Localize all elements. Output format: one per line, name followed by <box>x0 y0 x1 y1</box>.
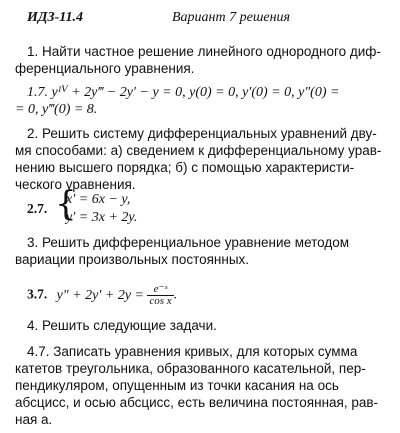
problem-1-equation-line-1: 1.7. yᴵⱽ + 2y‴ − 2y′ − y = 0, y(0) = 0, y′(0) = 0, y″(0) = <box>27 85 340 100</box>
problem-3-fraction <box>147 284 173 307</box>
document-title: ИДЗ-11.4 <box>27 10 83 25</box>
problem-4-subtask-line-1: 4.7. Записать уравнения кривых, для которых сумма <box>27 344 358 359</box>
problem-2-equation-line-1: x′ = 6x − y, <box>66 192 131 207</box>
fraction-denominator: cos x <box>149 295 172 307</box>
problem-2-text-line-4: ческого уравнения. <box>15 177 136 192</box>
problem-2-text-line-3: нению высшего порядка; б) с помощью характеристи- <box>15 160 355 175</box>
problem-4-subtask-line-5: ная a. <box>15 412 53 427</box>
problem-1-text-line-2: ференциального уравнения. <box>15 61 195 76</box>
problem-3-equation-label: 3.7. <box>27 286 48 302</box>
problem-4-text-line-1: 4. Решить следующие задачи. <box>27 318 217 333</box>
problem-4-subtask-line-3: пендикуляром, опущенным из точки касания на ось <box>15 378 339 393</box>
problem-2-text-line-1: 2. Решить систему дифференциальных уравнений дву- <box>27 126 377 141</box>
problem-3-equation-main: y″ + 2y′ + 2y = <box>56 287 145 303</box>
problem-1-text-line-1: 1. Найти частное решение линейного однородного диф- <box>27 44 381 59</box>
variant-label: Вариант 7 решения <box>172 10 291 25</box>
problem-2-equation-line-2: y′ = 3x + 2y. <box>66 210 138 225</box>
problem-3-text-line-2: вариации произвольных постоянных. <box>15 252 250 267</box>
system-brace: { <box>55 184 77 224</box>
problem-3-text-line-1: 3. Решить дифференциальное уравнение методом <box>27 235 350 250</box>
problem-2-equation-label: 2.7. <box>27 201 48 216</box>
problem-2-text-line-2: мя способами: а) сведением к дифференциальному урав- <box>15 143 382 158</box>
problem-3-equation <box>27 284 177 307</box>
problem-1-equation-line-2: = 0, y‴(0) = 8. <box>15 102 98 117</box>
problem-4-subtask-line-2: катетов треугольника, образованного касательной, пер- <box>15 361 366 376</box>
problem-3-equation-end: . <box>173 287 178 303</box>
fraction-numerator: e⁻ˣ <box>147 284 173 296</box>
problem-4-subtask-line-4: абсцисс, и осью абсцисс, есть величина постоянная, рав- <box>15 395 379 410</box>
